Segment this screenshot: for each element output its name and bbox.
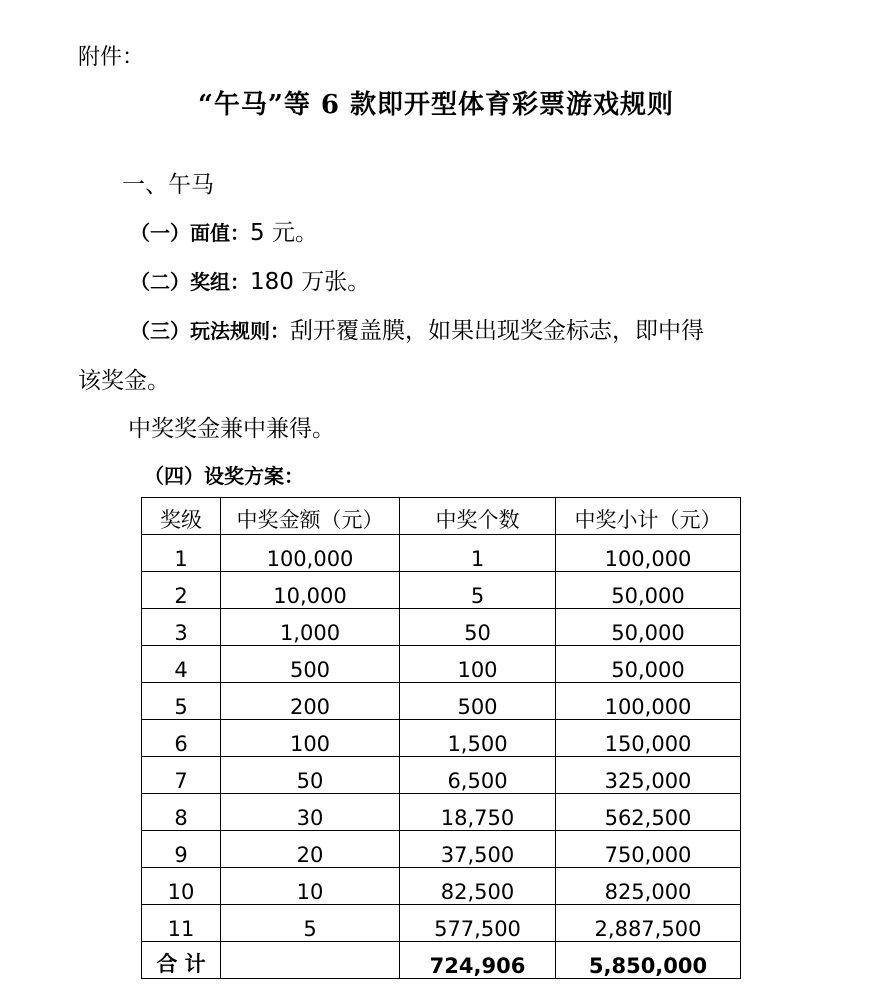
total-label: 合 计 [142,942,221,979]
cell-subtotal: 50,000 [556,646,741,683]
cell-level: 3 [142,609,221,646]
prize-group-text: 180 万张。 [250,269,371,295]
table-row [142,572,741,609]
table-row [142,905,741,942]
cell-amount: 50 [221,757,400,794]
cell-subtotal: 150,000 [556,720,741,757]
cell-count: 100 [400,646,556,683]
total-subtotal: 5,850,000 [556,942,741,979]
cell-amount: 10,000 [221,572,400,609]
rules-label: （三）玩法规则： [130,319,290,343]
prize-table [141,497,741,979]
cell-amount: 100,000 [221,535,400,572]
cell-level: 10 [142,868,221,905]
cell-level: 4 [142,646,221,683]
rules-paragraph [130,312,704,345]
table-row [142,794,741,831]
combined-note: 中奖奖金兼中兼得。 [128,416,335,442]
cell-amount: 100 [221,720,400,757]
table-row [142,720,741,757]
cell-level: 8 [142,794,221,831]
header-amount: 中奖金额（元） [221,498,400,535]
cell-count: 577,500 [400,905,556,942]
rules-text-line1: 刮开覆盖膜，如果出现奖金标志，即中得 [290,318,704,344]
prize-group-paragraph [130,263,370,296]
cell-amount: 30 [221,794,400,831]
cell-amount: 5 [221,905,400,942]
face-value-text: 5 元。 [250,220,318,246]
table-row [142,535,741,572]
scheme-label: （四）设奖方案： [144,464,304,488]
cell-level: 9 [142,831,221,868]
cell-subtotal: 100,000 [556,683,741,720]
header-subtotal: 中奖小计（元） [556,498,741,535]
cell-count: 82,500 [400,868,556,905]
cell-count: 1 [400,535,556,572]
cell-amount: 20 [221,831,400,868]
cell-amount: 200 [221,683,400,720]
prize-group-label: （二）奖组： [130,270,250,294]
cell-count: 5 [400,572,556,609]
document-title: “午马”等 6 款即开型体育彩票游戏规则 [197,90,675,120]
cell-count: 6,500 [400,757,556,794]
cell-level: 1 [142,535,221,572]
cell-subtotal: 825,000 [556,868,741,905]
cell-level: 11 [142,905,221,942]
cell-amount: 500 [221,646,400,683]
cell-count: 37,500 [400,831,556,868]
cell-count: 50 [400,609,556,646]
cell-subtotal: 562,500 [556,794,741,831]
cell-subtotal: 50,000 [556,572,741,609]
table-row [142,683,741,720]
header-count: 中奖个数 [400,498,556,535]
total-count: 724,906 [400,942,556,979]
cell-subtotal: 2,887,500 [556,905,741,942]
header-level: 奖级 [142,498,221,535]
face-value-paragraph [130,214,318,247]
table-row [142,831,741,868]
table-row [142,757,741,794]
table-total-row [142,942,741,979]
cell-count: 1,500 [400,720,556,757]
cell-level: 2 [142,572,221,609]
cell-amount: 10 [221,868,400,905]
total-amount [221,942,400,979]
attachment-label: 附件： [78,45,145,70]
cell-subtotal: 50,000 [556,609,741,646]
table-row [142,868,741,905]
cell-level: 5 [142,683,221,720]
cell-subtotal: 100,000 [556,535,741,572]
rules-text-line2: 该奖金。 [78,368,170,394]
cell-count: 18,750 [400,794,556,831]
table-header-row [142,498,741,535]
cell-count: 500 [400,683,556,720]
cell-amount: 1,000 [221,609,400,646]
cell-level: 6 [142,720,221,757]
table-row [142,646,741,683]
cell-subtotal: 750,000 [556,831,741,868]
face-value-label: （一）面值： [130,221,250,245]
table-row [142,609,741,646]
cell-level: 7 [142,757,221,794]
section-heading: 一、午马 [122,172,214,198]
cell-subtotal: 325,000 [556,757,741,794]
